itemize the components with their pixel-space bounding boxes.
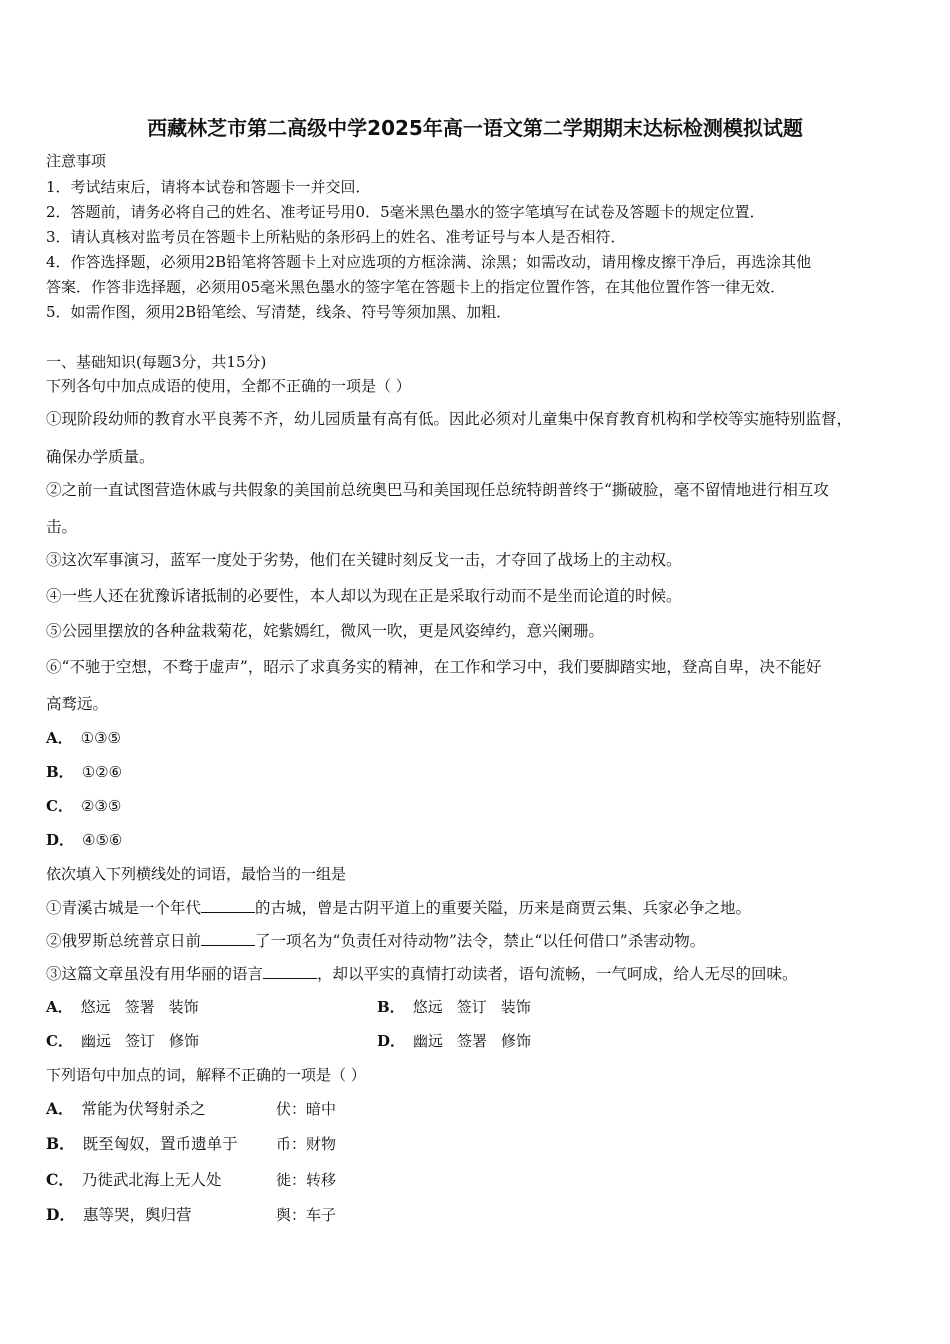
question-1-stem: 下列各句中加点成语的使用，全都不正确的一项是（ ） (46, 377, 411, 395)
question-3-option-b[interactable] (46, 1135, 238, 1153)
question-3-option-d[interactable] (46, 1206, 191, 1224)
notice-item: 1．考试结束后，请将本试卷和答题卡一并交回． (46, 178, 371, 196)
option-word: 签订 (456, 998, 487, 1016)
option-definition: 徙：转移 (276, 1171, 337, 1189)
option-definition: 舆：车子 (276, 1206, 337, 1224)
question-2-sentence (46, 931, 705, 950)
sentence-part: ③这篇文章虽没有用华丽的语言 (46, 965, 264, 983)
option-text: ④⑤⑥ (82, 831, 123, 849)
option-word: 装饰 (168, 998, 199, 1016)
option-letter: D． (46, 831, 75, 849)
option-sentence: 乃徙武北海上无人处 (81, 1171, 222, 1189)
option-sentence: 常能为伏弩射杀之 (81, 1100, 206, 1118)
question-1-option-a[interactable] (46, 729, 121, 747)
question-1-sentence: 高骛远。 (46, 695, 109, 713)
fill-blank (201, 931, 255, 946)
question-3-option-c[interactable] (46, 1171, 221, 1189)
sentence-part: 的古城，曾是古阴平道上的重要关隘，历来是商贾云集、兵家必争之地。 (255, 899, 752, 917)
option-letter: B． (46, 763, 74, 781)
page-title: 西藏林芝市第二高级中学2025年高一语文第二学期期末达标检测模拟试题 (147, 116, 803, 140)
question-1-option-c[interactable] (46, 797, 121, 815)
option-word: 签署 (124, 998, 155, 1016)
question-3-option-a[interactable] (46, 1100, 206, 1118)
sentence-part: ①青溪古城是一个年代 (46, 899, 202, 917)
option-letter: C． (46, 797, 73, 815)
notice-heading: 注意事项 (46, 152, 107, 170)
option-word: 幽远 (80, 1032, 111, 1050)
question-2-option-a[interactable] (46, 998, 199, 1016)
question-1-sentence: ①现阶段幼师的教育水平良莠不齐，幼儿园质量有高有低。因此必须对儿童集中保育教育机构和学校等实施特别监督， (46, 410, 853, 428)
question-2-sentence (46, 898, 751, 917)
notice-item: 3．请认真核对监考员在答题卡上所粘贴的条形码上的姓名、准考证号与本人是否相符． (46, 228, 626, 246)
option-text: ①②⑥ (81, 763, 123, 781)
option-definition: 币：财物 (276, 1135, 337, 1153)
question-1-option-d[interactable] (46, 831, 122, 849)
option-text: ②③⑤ (80, 797, 122, 815)
notice-item: 4．作答选择题，必须用2B铅笔将答题卡上对应选项的方框涂满、涂黑；如需改动，请用橡皮擦干净后，再选涂其他 (46, 253, 812, 271)
question-1-sentence: ②之前一直试图营造休戚与共假象的美国前总统奥巴马和美国现任总统特朗普终于“撕破脸，毫不留情地进行相互攻 (46, 481, 829, 499)
question-1-sentence: ④一些人还在犹豫诉诸抵制的必要性，本人却以为现在正是采取行动而不是坐而论道的时候。 (46, 587, 682, 605)
option-word: 幽远 (413, 1032, 444, 1050)
question-3-stem: 下列语句中加点的词，解释不正确的一项是（ ） (46, 1066, 366, 1084)
fill-blank (263, 964, 317, 979)
question-1-sentence: ③这次军事演习，蓝军一度处于劣势，他们在关键时刻反戈一击，才夺回了战场上的主动权。 (46, 551, 682, 569)
question-2-sentence (46, 964, 798, 983)
sentence-part: ，却以平实的真情打动读者，语句流畅，一气呵成，给人无尽的回味。 (317, 965, 798, 983)
question-2-option-c[interactable] (46, 1032, 199, 1050)
option-letter: C． (46, 1170, 74, 1189)
question-1-sentence: 确保办学质量。 (46, 448, 155, 466)
question-1-sentence: ⑥“不驰于空想，不骛于虚声”，昭示了求真务实的精神，在工作和学习中，我们要脚踏实地，登高自卑，决不能好 (46, 658, 822, 676)
question-1-sentence: ⑤公园里摆放的各种盆栽菊花，姹紫嫣红，微风一吹，更是风姿绰约，意兴阑珊。 (46, 622, 605, 640)
option-letter: B． (46, 1134, 75, 1153)
question-2-option-b[interactable] (377, 998, 531, 1016)
option-word: 悠远 (412, 998, 443, 1016)
option-word: 悠远 (80, 998, 111, 1016)
option-sentence: 惠等哭，舆归营 (82, 1206, 192, 1224)
section-heading: 一、基础知识(每题3分，共15分) (46, 353, 267, 371)
sentence-part: 了一项名为“负责任对待动物”法令，禁止“以任何借口”杀害动物。 (255, 932, 706, 950)
option-letter: D． (46, 1205, 75, 1224)
notice-item: 5．如需作图，须用2B铅笔绘、写清楚，线条、符号等须加黑、加粗． (46, 303, 512, 321)
option-letter: C． (46, 1032, 73, 1050)
option-letter: A． (46, 1099, 74, 1118)
option-word: 签订 (124, 1032, 155, 1050)
option-letter: B． (377, 998, 405, 1016)
notice-item: 2．答题前，请务必将自己的姓名、准考证号用0．5毫米黑色墨水的签字笔填写在试卷及答题卡的规定位置． (46, 203, 765, 221)
option-definition: 伏：暗中 (276, 1100, 337, 1118)
option-letter: D． (377, 1032, 406, 1050)
option-word: 修饰 (168, 1032, 199, 1050)
option-word: 修饰 (501, 1032, 532, 1050)
notice-item: 答案．作答非选择题，必须用05毫米黑色墨水的签字笔在答题卡上的指定位置作答，在其他位置作答一律无效． (46, 278, 786, 296)
question-2-stem: 依次填入下列横线处的词语，最恰当的一组是 (46, 865, 347, 883)
option-letter: A． (46, 729, 73, 747)
question-1-option-b[interactable] (46, 763, 122, 781)
question-1-sentence: 击。 (46, 518, 78, 536)
sentence-part: ②俄罗斯总统普京日前 (46, 932, 202, 950)
question-2-option-d[interactable] (377, 1032, 531, 1050)
fill-blank (201, 898, 255, 913)
option-word: 签署 (457, 1032, 488, 1050)
option-word: 装饰 (500, 998, 531, 1016)
option-sentence: 既至匈奴，置币遗单于 (82, 1135, 238, 1153)
option-text: ①③⑤ (80, 729, 121, 747)
option-letter: A． (46, 998, 73, 1016)
